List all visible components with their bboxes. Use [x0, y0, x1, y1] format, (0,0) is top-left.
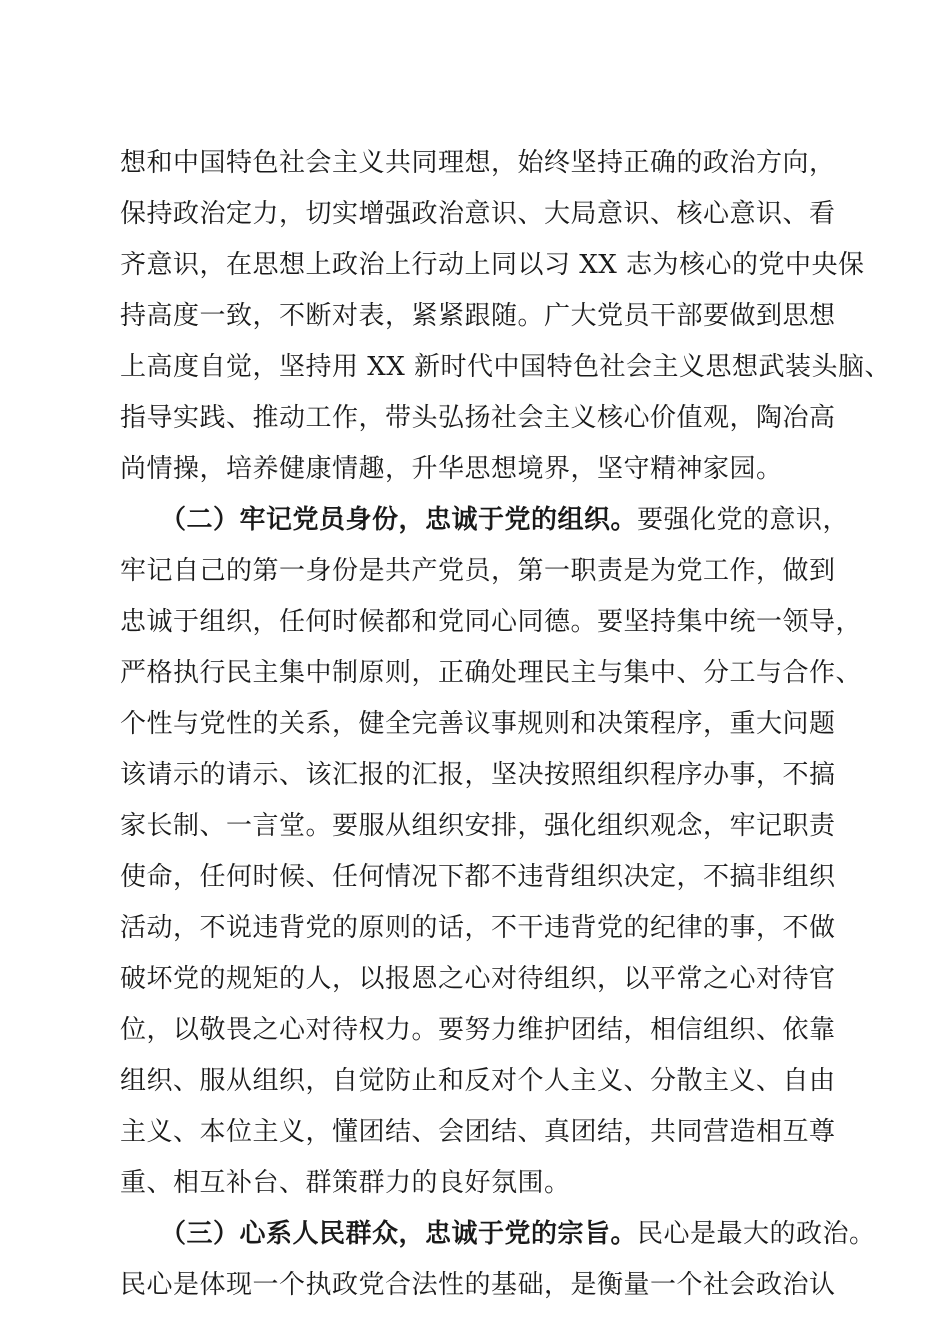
- text-line: 家长制、一言堂。要服从组织安排，强化组织观念，牢记职责: [120, 811, 836, 841]
- text-line: 破坏党的规矩的人，以报恩之心对待组织，以平常之心对待官: [120, 964, 836, 994]
- text-line: 活动，不说违背党的原则的话，不干违背党的纪律的事，不做: [120, 913, 836, 943]
- text-line: 持高度一致，不断对表，紧紧跟随。广大党员干部要做到思想: [120, 301, 836, 331]
- document-body: [120, 138, 892, 1311]
- text-line: 上高度自觉，坚持用 XX 新时代中国特色社会主义思想武装头脑、: [120, 352, 892, 382]
- text-line: 个性与党性的关系，健全完善议事规则和决策程序，重大问题: [120, 709, 836, 739]
- section-heading-line: [120, 1209, 876, 1260]
- text-line: 忠诚于组织，任何时候都和党同心同德。要坚持集中统一领导，: [120, 607, 863, 637]
- text-line: 牢记自己的第一身份是共产党员，第一职责是为党工作，做到: [120, 556, 836, 586]
- text-line-continuation: 民心是最大的政治。: [637, 1219, 876, 1249]
- text-line: 严格执行民主集中制原则，正确处理民主与集中、分工与合作、: [120, 658, 863, 688]
- text-line: 位，以敬畏之心对待权力。要努力维护团结，相信组织、依靠: [120, 1015, 836, 1045]
- text-line: 指导实践、推动工作，带头弘扬社会主义核心价值观，陶冶高: [120, 403, 836, 433]
- text-line-continuation: 要强化党的意识，: [637, 505, 850, 535]
- section-heading-line: [120, 495, 850, 546]
- text-line: 想和中国特色社会主义共同理想，始终坚持正确的政治方向，: [120, 148, 836, 178]
- section-heading-2: （二）牢记党员身份，忠诚于党的组织。: [160, 505, 638, 535]
- text-line: 尚情操，培养健康情趣，升华思想境界，坚守精神家园。: [120, 454, 783, 484]
- text-line: 该请示的请示、该汇报的汇报，坚决按照组织程序办事，不搞: [120, 760, 836, 790]
- text-line: 组织、服从组织，自觉防止和反对个人主义、分散主义、自由: [120, 1066, 836, 1096]
- section-heading-3: （三）心系人民群众，忠诚于党的宗旨。: [160, 1219, 638, 1249]
- text-line: 保持政治定力，切实增强政治意识、大局意识、核心意识、看: [120, 199, 836, 229]
- text-line: 重、相互补台、群策群力的良好氛围。: [120, 1168, 571, 1198]
- text-line: 使命，任何时候、任何情况下都不违背组织决定，不搞非组织: [120, 862, 836, 892]
- text-line: 齐意识，在思想上政治上行动上同以习 XX 志为核心的党中央保: [120, 250, 865, 280]
- text-line: 民心是体现一个执政党合法性的基础，是衡量一个社会政治认: [120, 1270, 836, 1300]
- text-line: 主义、本位主义，懂团结、会团结、真团结，共同营造相互尊: [120, 1117, 836, 1147]
